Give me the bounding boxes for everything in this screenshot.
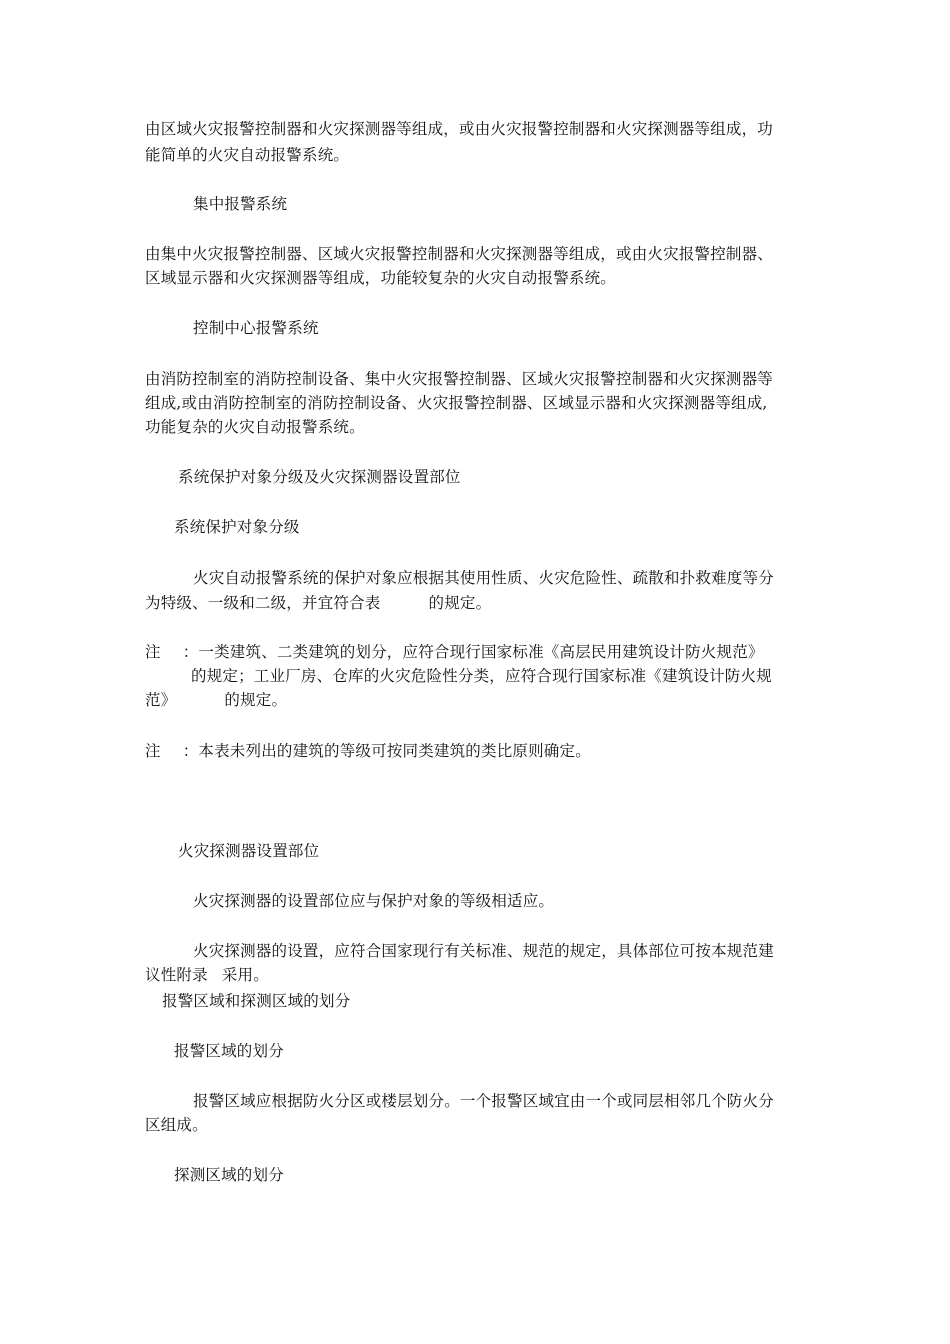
heading-protection-and-detector-location: 系统保护对象分级及火灾探测器设置部位 bbox=[178, 468, 461, 486]
note1-label: 注 bbox=[145, 643, 161, 661]
note1-line2: 的规定；工业厂房、仓库的火灾危险性分类，应符合现行国家标准《建筑设计防火规 bbox=[191, 667, 772, 685]
paragraph-grade-line2 bbox=[145, 591, 815, 615]
paragraph-control-center-line3: 功能复杂的火灾自动报警系统。 bbox=[145, 418, 365, 436]
paragraph-area-system-line2: 能简单的火灾自动报警系统。 bbox=[145, 146, 350, 164]
note2-text: ：本表未列出的建筑的等级可按同类建筑的类比原则确定。 bbox=[182, 742, 591, 760]
note1-line3-end: 的规定。 bbox=[224, 691, 288, 709]
heading-detector-location: 火灾探测器设置部位 bbox=[178, 842, 320, 860]
note1-line3 bbox=[145, 688, 815, 712]
paragraph-detector-setting-line2-start: 议性附录 bbox=[145, 966, 208, 984]
note1-line3-start: 范》 bbox=[145, 691, 177, 709]
paragraph-grade-line2-end: 的规定。 bbox=[428, 594, 492, 612]
heading-central-alarm-system: 集中报警系统 bbox=[193, 195, 288, 213]
heading-alarm-zone: 报警区域的划分 bbox=[174, 1042, 284, 1060]
paragraph-detector-setting-line1: 火灾探测器的设置，应符合国家现行有关标准、规范的规定，具体部位可按本规范建 bbox=[193, 942, 774, 960]
paragraph-central-system-line2: 区域显示器和火灾探测器等组成，功能较复杂的火灾自动报警系统。 bbox=[145, 269, 617, 287]
paragraph-detector-setting-line2 bbox=[145, 963, 815, 987]
paragraph-alarm-zone-line2: 区组成。 bbox=[145, 1116, 208, 1134]
note1-text-line1: ：一类建筑、二类建筑的划分，应符合现行国家标准《高层民用建筑设计防火规范》 bbox=[182, 643, 764, 661]
paragraph-detector-location: 火灾探测器的设置部位应与保护对象的等级相适应。 bbox=[193, 892, 555, 910]
paragraph-central-system-line1: 由集中火灾报警控制器、区域火灾报警控制器和火灾探测器等组成，或由火灾报警控制器、 bbox=[145, 245, 774, 263]
note1-line1 bbox=[145, 640, 815, 664]
paragraph-alarm-zone-line1: 报警区域应根据防火分区或楼层划分。一个报警区域宜由一个或同层相邻几个防火分 bbox=[193, 1092, 774, 1110]
paragraph-area-system-line1: 由区域火灾报警控制器和火灾探测器等组成，或由火灾报警控制器和火灾探测器等组成，功 bbox=[145, 120, 774, 138]
paragraph-grade-line2-start: 为特级、一级和二级，并宜符合表 bbox=[145, 594, 381, 612]
paragraph-grade-line1: 火灾自动报警系统的保护对象应根据其使用性质、火灾危险性、疏散和扑救难度等分 bbox=[193, 569, 774, 587]
note2-label: 注 bbox=[145, 742, 161, 760]
heading-control-center-alarm-system: 控制中心报警系统 bbox=[193, 319, 319, 337]
paragraph-detector-setting-line2-end: 采用。 bbox=[221, 966, 269, 984]
note2 bbox=[145, 739, 815, 763]
paragraph-control-center-line2: 组成,或由消防控制室的消防控制设备、火灾报警控制器、区域显示器和火灾探测器等组成, bbox=[145, 394, 768, 412]
heading-zone-division: 报警区域和探测区域的划分 bbox=[162, 992, 351, 1010]
paragraph-control-center-line1: 由消防控制室的消防控制设备、集中火灾报警控制器、区域火灾报警控制器和火灾探测器等 bbox=[145, 370, 774, 388]
heading-protection-grade: 系统保护对象分级 bbox=[174, 518, 300, 536]
heading-detection-zone: 探测区域的划分 bbox=[174, 1166, 284, 1184]
